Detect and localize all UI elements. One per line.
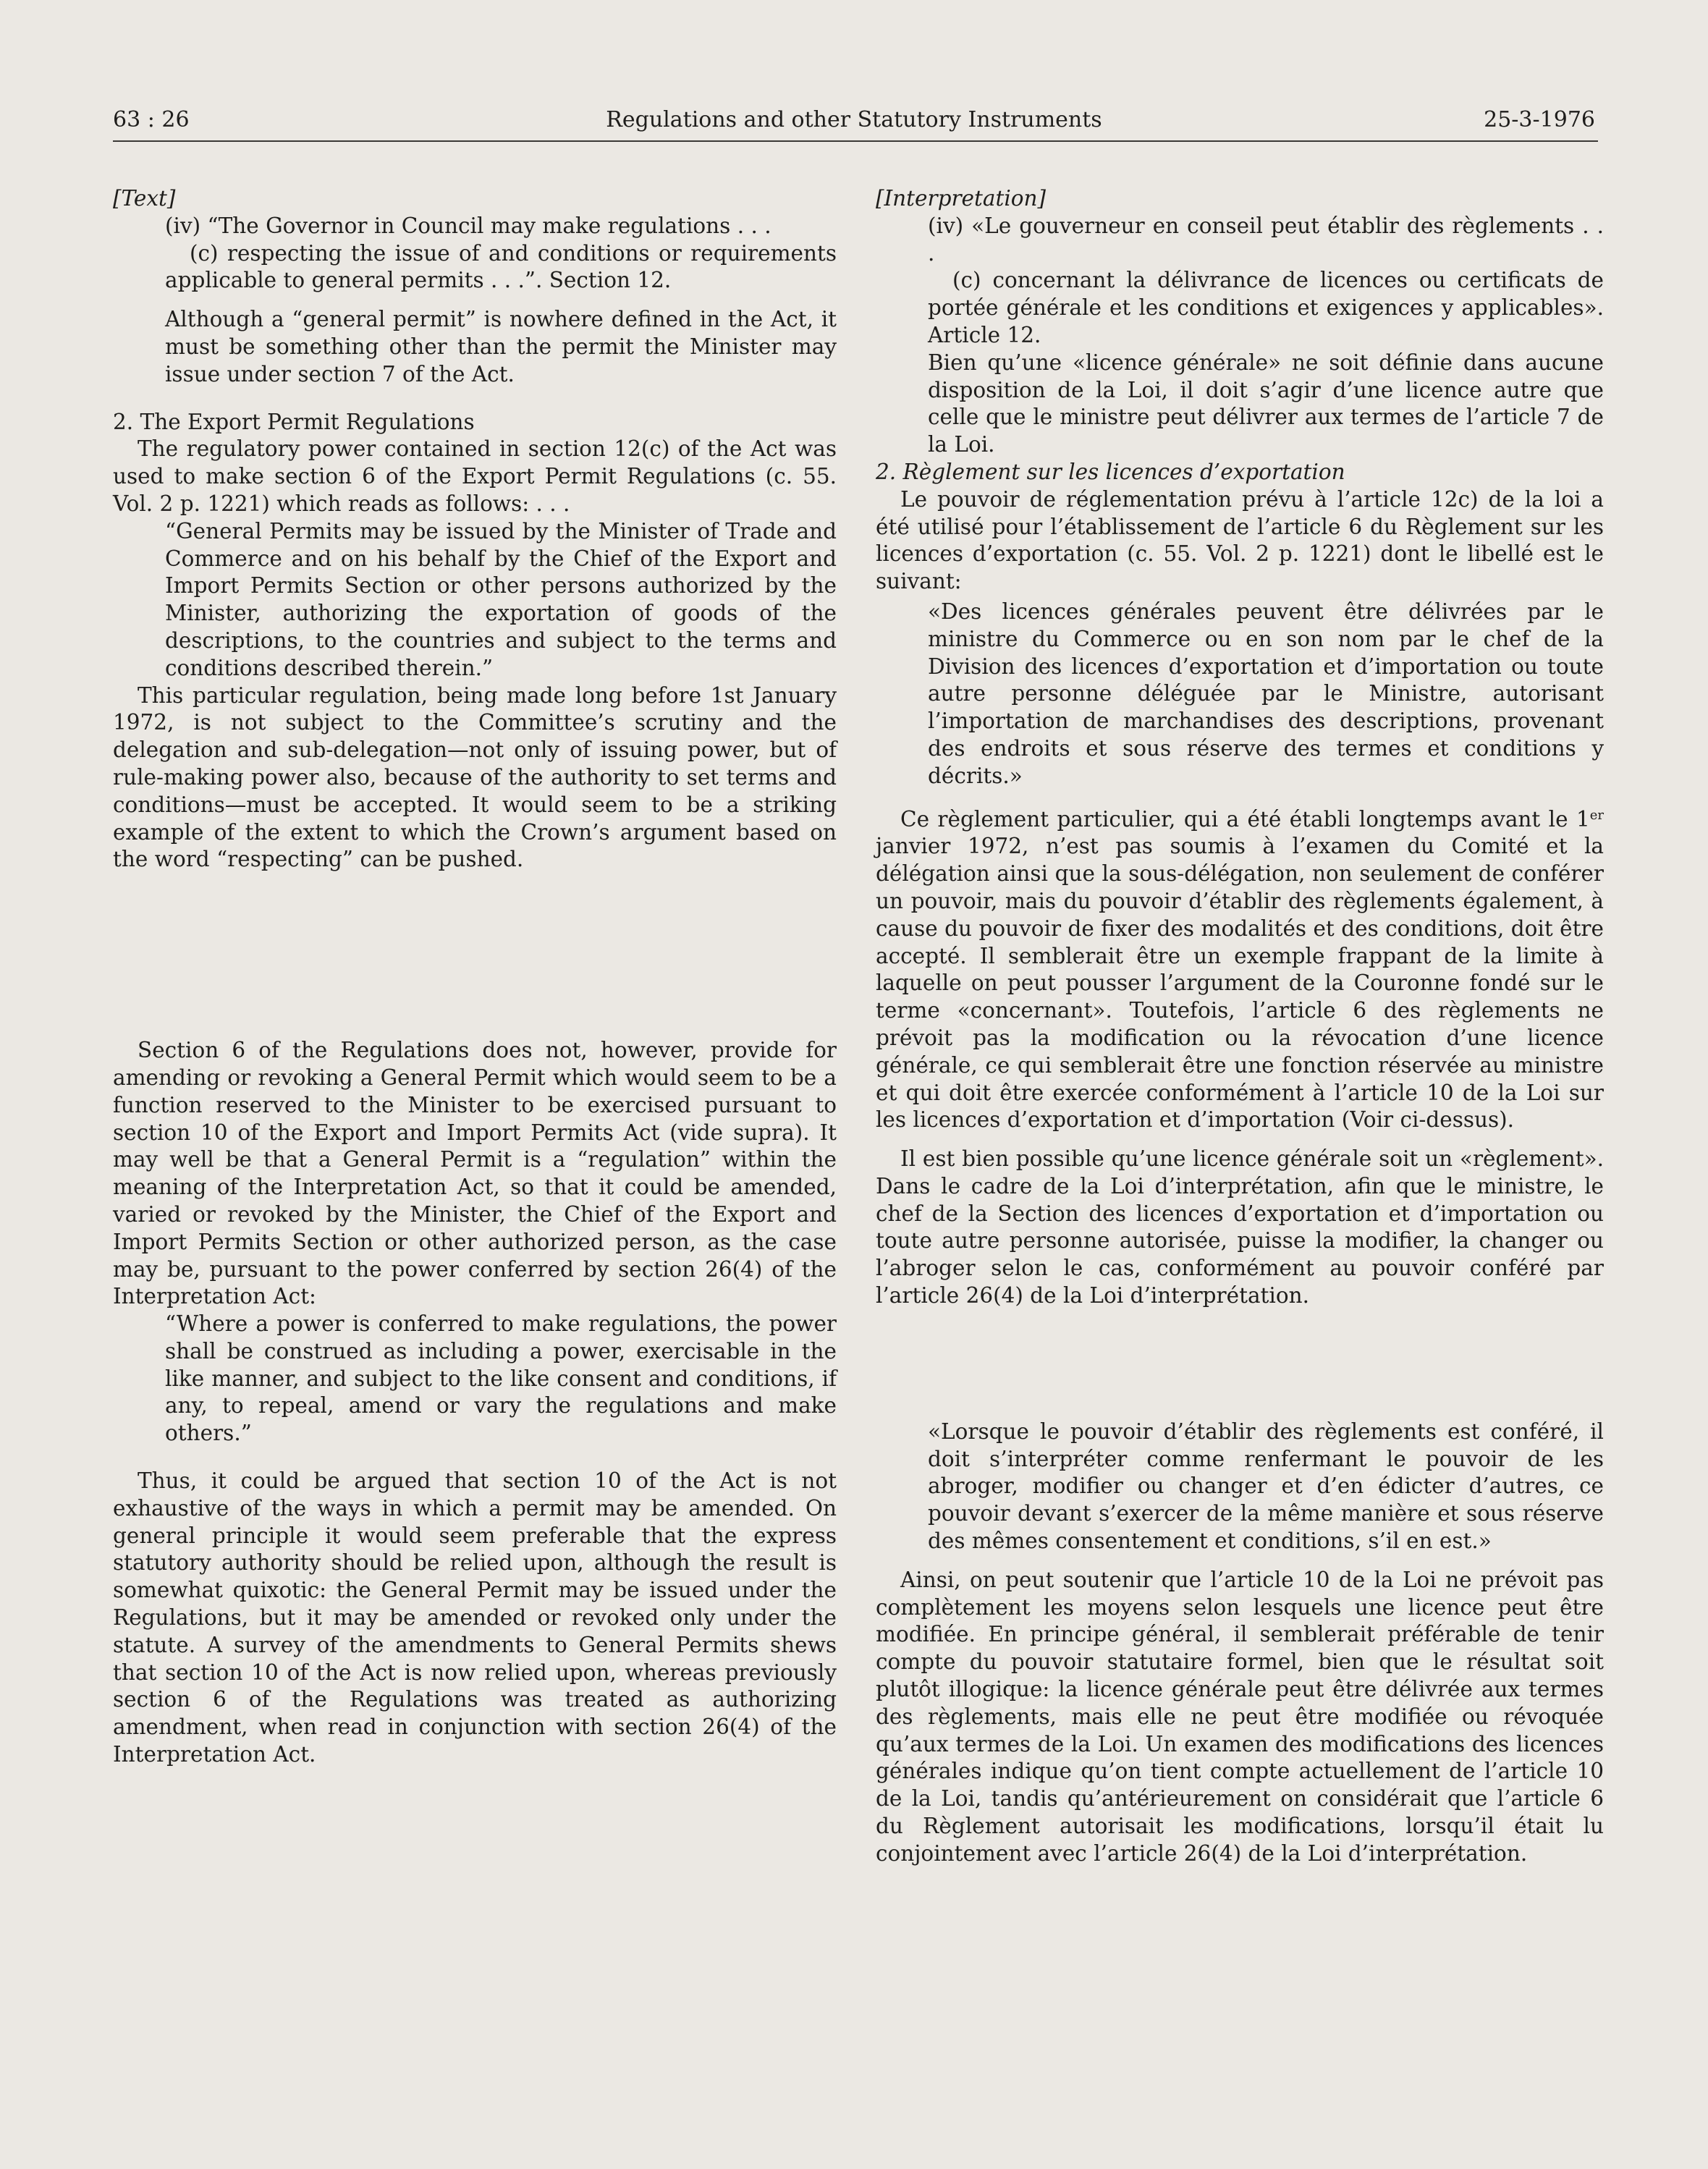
page-header [113,107,1595,139]
loi-interpretation-citation: «Lorsque le pouvoir d’établir des règlements est conféré, il doit s’interpréter comme renfermant le pouvoir de les abroger, modifier ou changer et d’en édicter d’autres, ce pouvoir devant s’exercer de la même manière et sous réserve des mêmes consentement et conditions, s’il en est.» [928,1418,1604,1554]
section-heading-2-fr: 2. Règlement sur les licences d’exportation [876,459,1345,484]
reglement-text-b: janvier 1972, n’est pas soumis à l’examen du Comité et la délégation ainsi que la sous-délégation, non seulement de conférer un pouvoir, mais du pouvoir d’établir des règlements également, à cause du pouvoir de fixer des modalités et des conditions, doit être accepté. Il semblerait être un exemple frappant de la limite à laquelle on peut pousser l’argument de la Couronne fondé sur le terme «concernant». Toutefois, l’article 6 des règlements ne prévoit pas la modification ou la révocation d’une licence générale, ce qui semblerait être une fonction réservée au ministre et qui doit être exercée conformément à l’article 10 de la Loi sur les licences d’exportation et d’importation (Voir ci-dessus). [876,834,1604,1133]
header-rule [113,140,1598,142]
page-reference: 63 : 26 [113,107,190,132]
header-date: 25-3-1976 [1484,107,1595,132]
french-column [876,185,1604,1868]
licence-reglement-paragraph: Il est bien possible qu’une licence générale soit un «règlement». Dans le cadre de la Loi d’interprétation, afin que le ministre, le chef de la Section des licences d’exportation et d’importation ou toute autre personne autorisée, puisse la modifier, la changer ou l’abroger selon le cas, conformément au pouvoir conféré par l’article 26(4) de la Loi d’interprétation. [876,1146,1604,1308]
interpretation-act-quote: “Where a power is conferred to make regulations, the power shall be construed as including a power, exercisable in the like manner, and subject to the like consent and conditions, if any, to repeal, amend or vary the regulations and make others.” [165,1311,837,1446]
reglement-particulier-paragraph [876,802,1604,1135]
citation-iv: (iv) «Le gouverneur en conseil peut établir des règlements . . . [928,213,1604,266]
superscript-er: er [1589,807,1604,823]
conclusion-paragraph-fr: Ainsi, on peut soutenir que l’article 10 de la Loi ne prévoit pas complètement les moyens selon lesquels une licence peut être modifiée. En principe général, il semblerait préférable de tenir compte du pouvoir statutaire formel, bien que le résultat soit plutôt illogique: la licence générale peut être délivrée aux termes des règlements, mais elle ne peut être modifiée ou révoquée qu’aux termes de la Loi. Un examen des modifications des licences générales indique qu’on tient compte actuellement de l’article 10 de la Loi, tandis qu’antérieurement on considérait que l’article 6 du Règlement autorisait les modifications, lorsqu’il était lu conjointement avec l’article 26(4) de la Loi d’interprétation. [876,1567,1604,1866]
licences-generales-citation: «Des licences générales peuvent être délivrées par le ministre du Commerce ou en son nom par le chef de la Division des licences d’exportation et d’importation ou toute autre personne déléguée par le Ministre, autorisant l’importation de marchandises des descriptions, provenant des endroits et sous réserve des termes et conditions y décrits.» [928,599,1604,788]
text-tag: [Text] [113,186,176,211]
regulation-scrutiny-paragraph: This particular regulation, being made long before 1st January 1972, is not subject to the Committee’s scrutiny and the delegation and sub-delegation—not only of issuing power, but of rule-making power also, because of the authority to set terms and conditions—must be accepted. It would seem to be a striking example of the extent to which the Crown’s argument based on the word “respecting” can be pushed. [113,682,837,872]
licence-generale-paragraph: Bien qu’une «licence générale» ne soit définie dans aucune disposition de la Loi, il doit s’agir d’une licence autre que celle que le ministre peut délivrer aux termes de l’article 7 de la Loi. [928,350,1604,457]
conclusion-paragraph: Thus, it could be argued that section 10 of the Act is not exhaustive of the ways in which a permit may be amended. On general principle it would seem preferable that the express statutory authority should be relied upon, although the result is somewhat quixotic: the General Permit may be issued under the Regulations, but it may be amended or revoked only under the statute. A survey of the amendments to General Permits shews that section 10 of the Act is now relied upon, whereas previously section 6 of the Regulations was treated as authorizing amendment, when read in conjunction with section 26(4) of the Interpretation Act. [113,1468,837,1767]
general-permit-paragraph: Although a “general permit” is nowhere defined in the Act, it must be something other than the permit the Minister may issue under section 7 of the Act. [165,307,837,386]
section6-paragraph: Section 6 of the Regulations does not, however, provide for amending or revoking a General Permit which would seem to be a function reserved to the Minister to be exercised pursuant to section 10 of the Export and Import Permits Act (vide supra). It may well be that a General Permit is a “regulation” within the meaning of the Interpretation Act, so that it could be amended, varied or revoked by the Minister, the Chief of the Export and Import Permits Section or other authorized person, as the case may be, pursuant to the power conferred by section 26(4) of the Interpretation Act: [113,1038,837,1309]
section-heading-2: 2. The Export Permit Regulations [113,409,475,434]
pouvoir-reglementation-paragraph: Le pouvoir de réglementation prévu à l’article 12c) de la loi a été utilisé pour l’établissement de l’article 6 du Règlement sur les licences d’exportation (c. 55. Vol. 2 p. 1221) dont le libellé est le suivant: [876,486,1604,594]
quote-c: (c) respecting the issue of and conditions or requirements applicable to general permits . . .”. Section 12. [165,240,837,293]
reglement-text-a: Ce règlement particulier, qui a été établi longtemps avant le 1 [900,806,1590,832]
running-title: Regulations and other Statutory Instruments [606,107,1102,132]
quote-iv: (iv) “The Governor in Council may make regulations . . . [165,213,771,238]
citation-c: (c) concernant la délivrance de licences ou certificats de portée générale et les conditions et exigences y applicables». Article 12. [928,268,1604,347]
general-permits-quote: “General Permits may be issued by the Minister of Trade and Commerce and on his behalf by the Chief of the Export and Import Permits Section or other persons authorized by the Minister, authorizing the exportation of goods of the descriptions, to the countries and subject to the terms and conditions described therein.” [165,518,837,680]
interpretation-tag: [Interpretation] [876,186,1047,211]
english-column [113,185,837,1769]
regulatory-power-paragraph: The regulatory power contained in section 12(c) of the Act was used to make section 6 of the Export Permit Regulations (c. 55. Vol. 2 p. 1221) which reads as follows: . . . [113,436,837,516]
